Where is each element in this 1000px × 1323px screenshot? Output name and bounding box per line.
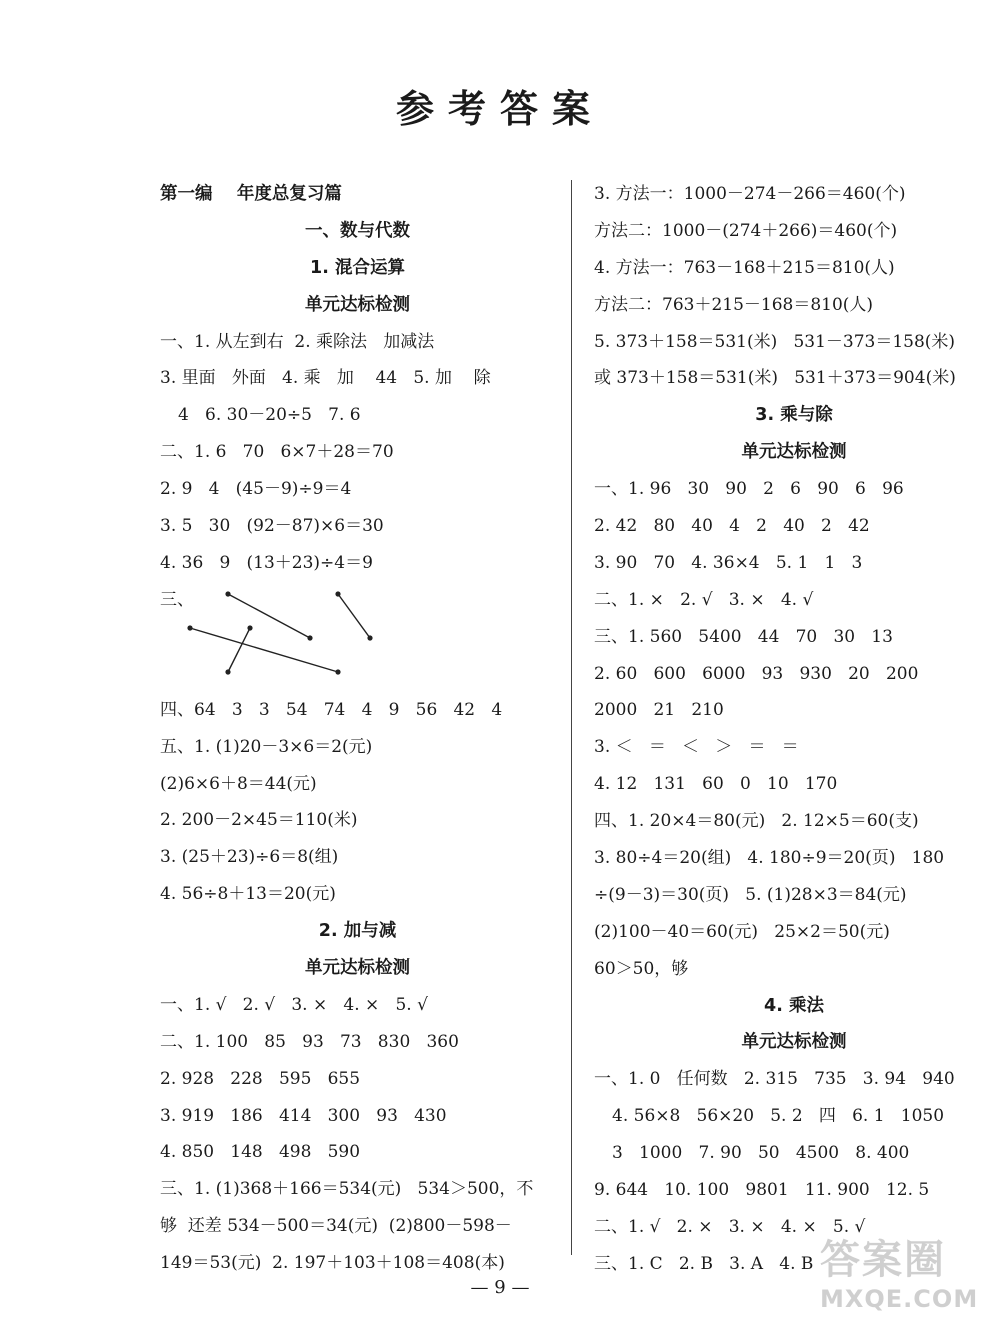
answer-line: 4. 36 9 (13＋23)÷4＝9: [160, 552, 373, 573]
answer-line: 149＝53(元) 2. 197＋103＋108＝408(本): [160, 1253, 505, 1274]
section-heading: 单元达标检测: [741, 442, 847, 463]
section-heading: 3. 乘与除: [755, 405, 833, 426]
answer-line: 2. 928 228 595 655: [160, 1068, 361, 1089]
column-divider: [571, 180, 572, 1255]
answer-line: 二、1. 100 85 93 73 830 360: [160, 1031, 459, 1052]
answer-line: 一、1. 从左到右 2. 乘除法 加减法: [160, 331, 435, 352]
matching-line: [228, 628, 250, 672]
answer-line: 3. ＜ ＝ ＜ ＞ ＝ ＝: [594, 737, 799, 758]
section-heading: 单元达标检测: [305, 958, 410, 979]
matching-line: [228, 594, 310, 638]
watermark-logo: [820, 1228, 995, 1316]
watermark-bottom: MXQE.COM: [820, 1285, 979, 1313]
answer-line: 一、1. 96 30 90 2 6 90 6 96: [594, 479, 904, 500]
answer-line: 2. 42 80 40 4 2 40 2 42: [594, 516, 870, 537]
matching-lines-diagram: [160, 582, 400, 692]
answer-line: 3. 80÷4＝20(组) 4. 180÷9＝20(页) 180: [594, 848, 945, 869]
answer-line: 3. 919 186 414 300 93 430: [160, 1105, 447, 1126]
answer-line: 3. (25＋23)÷6＝8(组): [160, 847, 339, 868]
answer-line: 五、1. (1)20－3×6＝2(元): [160, 736, 373, 757]
answer-line: 2000 21 210: [594, 700, 724, 721]
answer-line: 方法二：763＋215－168＝810(人): [594, 294, 874, 315]
section-heading: 单元达标检测: [741, 1032, 847, 1053]
part-heading: 第一编 年度总复习篇: [160, 184, 342, 204]
answer-line: 一、1. √ 2. √ 3. × 4. × 5. √: [160, 994, 428, 1015]
answer-line: 二、1. × 2. √ 3. × 4. √: [594, 589, 814, 610]
answer-line: 2. 9 4 (45－9)÷9＝4: [160, 479, 352, 500]
section-heading: 一、数与代数: [305, 220, 410, 241]
matching-dot: [187, 625, 192, 630]
watermark-top: 答案圈: [820, 1237, 946, 1283]
matching-label: 三、: [160, 589, 194, 610]
answer-line: 三、1. 560 5400 44 70 30 13: [594, 626, 893, 647]
matching-dot: [367, 635, 372, 640]
left-column: [160, 176, 555, 1282]
answer-line: 5. 373＋158＝531(米) 531－373＝158(米): [594, 331, 956, 352]
answer-line: 3 1000 7. 90 50 4500 8. 400: [612, 1143, 910, 1164]
matching-dot: [307, 635, 312, 640]
answer-line: 3. 5 30 (92－87)×6＝30: [160, 516, 384, 537]
answer-line: 四、1. 20×4＝80(元) 2. 12×5＝60(支): [594, 811, 919, 832]
matching-dot: [335, 591, 340, 596]
answer-line: 4. 56÷8＋13＝20(元): [160, 884, 336, 905]
answer-line: 够 还差 534－500＝34(元) (2)800－598－: [160, 1216, 512, 1237]
page-number: — 9 —: [470, 1277, 530, 1298]
answer-line: 60＞50，够: [594, 958, 689, 979]
answer-line: ÷(9－3)＝30(页) 5. (1)28×3＝84(元): [594, 884, 907, 905]
answer-line: 4 6. 30－20÷5 7. 6: [178, 405, 361, 426]
answer-line: 4. 12 131 60 0 10 170: [594, 774, 838, 795]
matching-line: [190, 628, 338, 672]
right-column: [594, 176, 994, 1283]
answer-line: 四、64 3 3 54 74 4 9 56 42 4: [160, 699, 503, 720]
answer-line: 3. 90 70 4. 36×4 5. 1 1 3: [594, 552, 863, 573]
answer-line: 三、1. C 2. B 3. A 4. B: [594, 1253, 814, 1274]
page-title: 参考答案: [395, 87, 604, 131]
answer-line: 方法二：1000－(274＋266)＝460(个): [594, 220, 898, 241]
answer-line: 9. 644 10. 100 9801 11. 900 12. 5: [594, 1180, 930, 1201]
answer-line: 一、1. 0 任何数 2. 315 735 3. 94 940: [594, 1069, 955, 1090]
matching-dot: [335, 669, 340, 674]
matching-line: [338, 594, 370, 638]
answer-line: 4. 方法一：763－168＋215＝810(人): [594, 257, 895, 278]
section-heading: 单元达标检测: [305, 294, 410, 315]
answer-line: 3. 方法一：1000－274－266＝460(个): [594, 184, 906, 204]
answer-line: 4. 56×8 56×20 5. 2 四 6. 1 1050: [612, 1106, 945, 1127]
matching-dot: [225, 669, 230, 674]
answer-line: 二、1. 6 70 6×7＋28＝70: [160, 442, 394, 463]
answer-line: 4. 850 148 498 590: [160, 1142, 361, 1163]
answer-line: 或 373＋158＝531(米) 531＋373＝904(米): [594, 368, 956, 389]
answer-line: 2. 60 600 6000 93 930 20 200: [594, 663, 919, 684]
answer-line: 二、1. √ 2. × 3. × 4. × 5. √: [594, 1216, 866, 1237]
answer-line: (2)100－40＝60(元) 25×2＝50(元): [594, 921, 890, 942]
matching-answer: [160, 582, 555, 692]
answer-line: 2. 200－2×45＝110(米): [160, 810, 358, 831]
matching-dot: [225, 591, 230, 596]
answer-line: (2)6×6＋8＝44(元): [160, 773, 317, 794]
section-heading: 2. 加与减: [318, 921, 397, 942]
answer-line: 三、1. (1)368＋166＝534(元) 534＞500，不: [160, 1179, 534, 1200]
section-heading: 4. 乘法: [764, 995, 824, 1016]
answer-line: 3. 里面 外面 4. 乘 加 44 5. 加 除: [160, 368, 491, 389]
section-heading: 1. 混合运算: [310, 257, 405, 278]
matching-dot: [247, 625, 252, 630]
